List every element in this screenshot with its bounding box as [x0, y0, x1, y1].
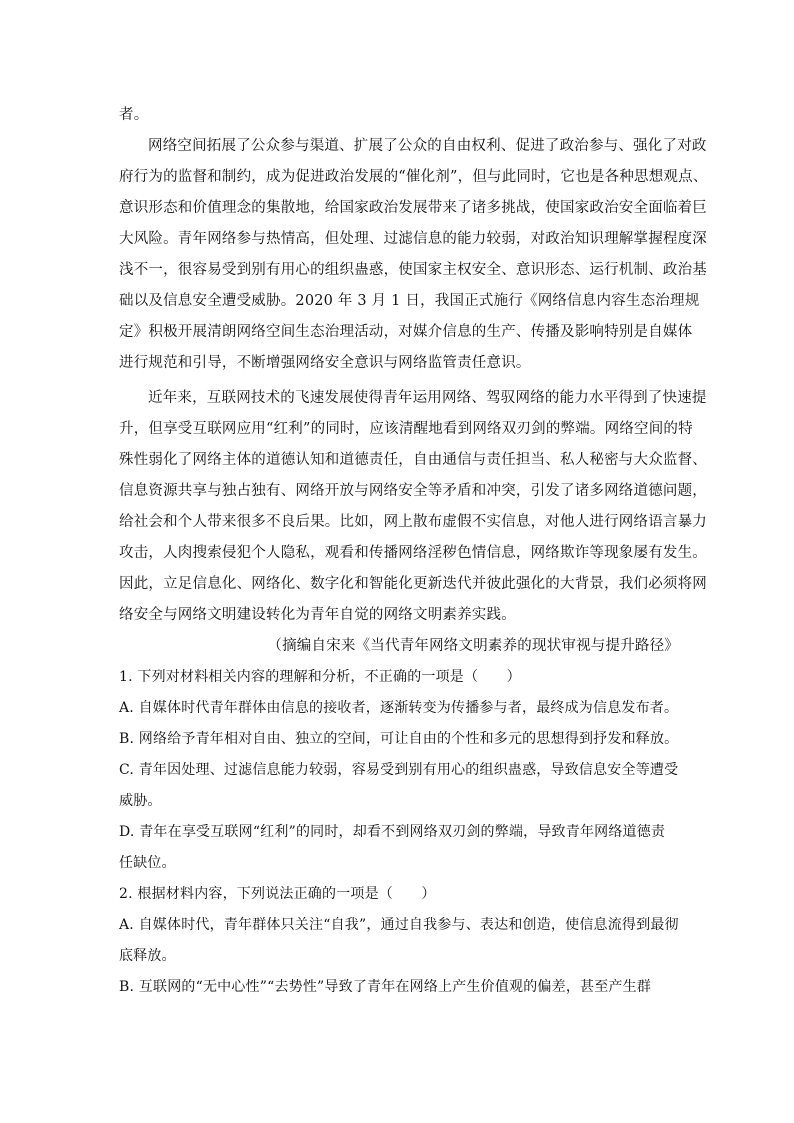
text-line: 升，但享受互联网应用“红利”的同时，应该清醒地看到网络双刃剑的弊端。网络空间的特 [119, 421, 693, 437]
option-d-continuation: 任缺位。 [119, 855, 176, 871]
paragraph-political-risk [119, 131, 708, 379]
text-line: 浅不一，很容易受到别有用心的组织蛊惑，使国家主权安全、意识形态、运行机制、政治基 [119, 262, 707, 278]
text-line: 攻击，人肉搜索侵犯个人隐私，观看和传播网络淫秽色情信息，网络欺诈等现象屡有发生。 [119, 545, 707, 561]
option-c: C. 青年因处理、过滤信息能力较弱，容易受到别有用心的组织蛊惑，导致信息安全等遭受 [119, 762, 679, 778]
text-line: 给社会和个人带来很多不良后果。比如，网上散布虚假不实信息，对他人进行网络语言暴力 [119, 514, 707, 530]
text-line: 近年来，互联网技术的飞速发展使得青年运用网络、驾驭网络的能力水平得到了快速提 [148, 390, 707, 406]
option-b: B. 网络给予青年相对自由、独立的空间，可让自由的个性和多元的思想得到抒发和释放。 [119, 731, 679, 747]
paragraph-continuation [119, 100, 679, 131]
text-line: 网络空间拓展了公众参与渠道、扩展了公众的自由权利、促进了政治参与、强化了对政 [148, 138, 707, 154]
text-line: 意识形态和价值理念的集散地，给国家政治发展带来了诸多挑战，使国家政治安全面临着巨 [119, 200, 707, 216]
option-b: B. 互联网的“无中心性”“去势性”导致了青年在网络上产生价值观的偏差，甚至产生群 [119, 979, 652, 995]
text-line: 信息资源共享与独占独有、网络开放与网络安全等矛盾和冲突，引发了诸多网络道德问题， [119, 483, 707, 499]
document-page [119, 100, 708, 1003]
option-d: D. 青年在享受互联网“红利”的同时，却看不到网络双刃剑的弊端，导致青年网络道德责 [119, 824, 666, 840]
option-a-continuation: 底释放。 [119, 948, 176, 964]
text-line: 因此，立足信息化、网络化、数字化和智能化更新迭代并彼此强化的大背景，我们必须将网 [119, 576, 707, 592]
text-line: 殊性弱化了网络主体的道德认知和道德责任，自由通信与责任担当、私人秘密与大众监督、 [119, 452, 707, 468]
text-line: 础以及信息安全遭受威胁。2020 年 3 月 1 日，我国正式施行《网络信息内容生态治理规 [119, 293, 700, 309]
option-a: A. 自媒体时代青年群体由信息的接收者，逐渐转变为传播参与者，最终成为信息发布者。 [119, 700, 679, 716]
text-line: 定》积极开展清朗网络空间生态治理活动，对媒介信息的生产、传播及影响特别是自媒体 [119, 324, 693, 340]
text-line: 大风险。青年网络参与热情高，但处理、过滤信息的能力较弱，对政治知识理解掌握程度深 [119, 231, 707, 247]
option-a: A. 自媒体时代，青年群体只关注“自我”，通过自我参与、表达和创造，使信息流得到最彻 [119, 917, 679, 933]
text-line: 府行为的监督和制约，成为促进政治发展的“催化剂”，但与此同时，它也是各种思想观点、 [119, 169, 708, 185]
question-stem: 1. 下列对材料相关内容的理解和分析，不正确的一项是（ ） [119, 669, 521, 685]
source-citation: （摘编自宋来《当代青年网络文明素养的现状审视与提升路径》 [267, 638, 679, 654]
option-c-continuation: 威胁。 [119, 793, 162, 809]
question-stem: 2. 根据材料内容，下列说法正确的一项是（ ） [119, 886, 436, 902]
text-line: 进行规范和引导，不断增强网络安全意识与网络监管责任意识。 [119, 355, 531, 371]
text-line: 络安全与网络文明建设转化为青年自觉的网络文明素养实践。 [119, 607, 516, 623]
text-line: 者。 [119, 107, 149, 123]
paragraph-network-ethics [119, 383, 707, 631]
question-1 [119, 662, 679, 879]
question-2 [119, 879, 679, 1003]
